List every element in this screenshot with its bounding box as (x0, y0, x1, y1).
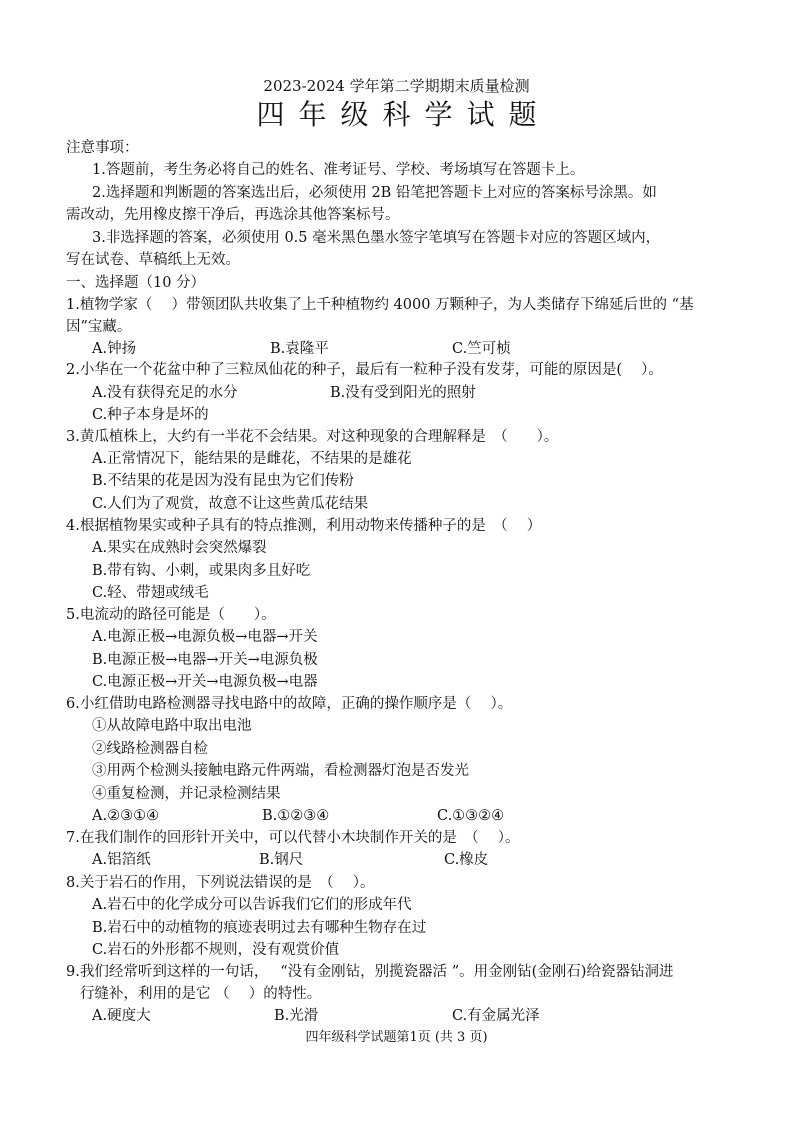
question-5-option-b: B.电源正极→电器→开关→电源负极 (92, 652, 318, 668)
question-8-option-a: A.岩石中的化学成分可以告诉我们它们的形成年代 (92, 897, 412, 913)
question-4: 4.根据植物果实或种子具有的特点推测，利用动物来传播种子的是 （ ） (66, 518, 542, 534)
question-8: 8.关于岩石的作用，下列说法错误的是 （ ）。 (66, 875, 375, 891)
notice-item-1: 1.答题前，考生务必将自己的姓名、准考证号、学校、考场填写在答题卡上。 (92, 162, 585, 178)
notice-heading: 注意事项： (66, 140, 139, 156)
question-3: 3.黄瓜植株上，大约有一半花不会结果。对这种现象的合理解释是 （ ）。 (66, 429, 559, 445)
question-7-option-a: A.铝箔纸 (92, 852, 151, 868)
question-1-line-2: 因”宝藏。 (66, 319, 132, 335)
question-1-option-c: C.竺可桢 (452, 341, 511, 357)
question-6-option-b: B.①②③④ (262, 808, 330, 824)
question-6-step-3: ③用两个检测头接触电路元件两端，看检测器灯泡是否发光 (92, 763, 469, 779)
question-7-option-b: B.钢尺 (259, 852, 304, 868)
question-8-option-c: C.岩石的外形都不规则，没有观赏价值 (92, 942, 340, 958)
notice-item-2-line-1: 2.选择题和判断题的答案选出后，必须使用 2B 铅笔把答题卡上对应的答案标号涂黑。如 (92, 185, 657, 201)
question-8-option-b: B.岩石中的动植物的痕迹表明过去有哪种生物存在过 (92, 920, 427, 936)
question-4-option-c: C.轻、带翅或绒毛 (92, 585, 209, 601)
question-2-option-b: B.没有受到阳光的照射 (330, 385, 476, 401)
question-2-option-a: A.没有获得充足的水分 (92, 385, 238, 401)
question-6-option-a: A.②③①④ (92, 808, 160, 824)
question-2: 2.小华在一个花盆中种了三粒凤仙花的种子，最后有一粒种子没有发芽，可能的原因是( ）。 (66, 362, 663, 378)
question-6-step-2: ②线路检测器自检 (92, 741, 208, 757)
question-3-option-c: C.人们为了观赏，故意不让这些黄瓜花结果 (92, 496, 369, 512)
question-5-option-c: C.电源正极→开关→电源负极→电器 (92, 674, 318, 690)
question-1-option-b: B.袁隆平 (270, 341, 329, 357)
question-7: 7.在我们制作的回形针开关中，可以代替小木块制作开关的是 （ ）。 (66, 830, 520, 846)
question-2-option-c: C.种子本身是坏的 (92, 407, 209, 423)
question-7-option-c: C.橡皮 (444, 852, 489, 868)
question-9-option-a: A.硬度大 (92, 1008, 151, 1024)
exam-title: 四年级科学试题 (256, 98, 551, 131)
question-9-line-2: 行缝补，利用的是它 （ ）的特性。 (80, 986, 322, 1002)
question-9-option-c: C.有金属光泽 (452, 1008, 540, 1024)
question-1-line-1: 1.植物学家（ ）带领团队共收集了上千种植物约 4000 万颗种子，为人类储存下绵延后世的 “基 (66, 297, 694, 313)
question-1-option-a: A.钟扬 (92, 341, 137, 357)
question-5-option-a: A.电源正极→电源负极→电器→开关 (92, 629, 318, 645)
question-4-option-a: A.果实在成熟时会突然爆裂 (92, 540, 267, 556)
question-6-option-c: C.①③②④ (437, 808, 505, 824)
question-5: 5.电流动的路径可能是（ ）。 (66, 607, 276, 623)
exam-subtitle: 2023-2024 学年第二学期期末质量检测 (263, 77, 530, 95)
question-3-option-a: A.正常情况下，能结果的是雌花，不结果的是雄花 (92, 451, 412, 467)
notice-item-3-line-1: 3.非选择题的答案，必须使用 0.5 毫米黑色墨水签字笔填写在答题卡对应的答题区域内， (92, 230, 661, 246)
question-6: 6.小红借助电路检测器寻找电路中的故障，正确的操作顺序是（ ）。 (66, 696, 513, 712)
question-6-step-4: ④重复检测，并记录检测结果 (92, 786, 281, 802)
section-heading: 一、选择题（10 分） (66, 275, 206, 291)
page-footer: 四年级科学试题第1页 (共 3 页) (305, 1030, 488, 1045)
notice-item-3-line-2: 写在试卷、草稿纸上无效。 (66, 252, 240, 268)
question-3-option-b: B.不结果的花是因为没有昆虫为它们传粉 (92, 473, 354, 489)
question-6-step-1: ①从故障电路中取出电池 (92, 718, 252, 734)
question-4-option-b: B.带有钩、小刺，或果肉多且好吃 (92, 563, 311, 579)
notice-item-2-line-2: 需改动，先用橡皮擦干净后，再选涂其他答案标号。 (66, 207, 400, 223)
question-9-line-1: 9.我们经常听到这样的一句话， “没有金刚钻，别揽瓷器活 ”。用金刚钻(金刚石)给瓷器钻洞进 (66, 964, 674, 980)
question-9-option-b: B.光滑 (274, 1008, 319, 1024)
